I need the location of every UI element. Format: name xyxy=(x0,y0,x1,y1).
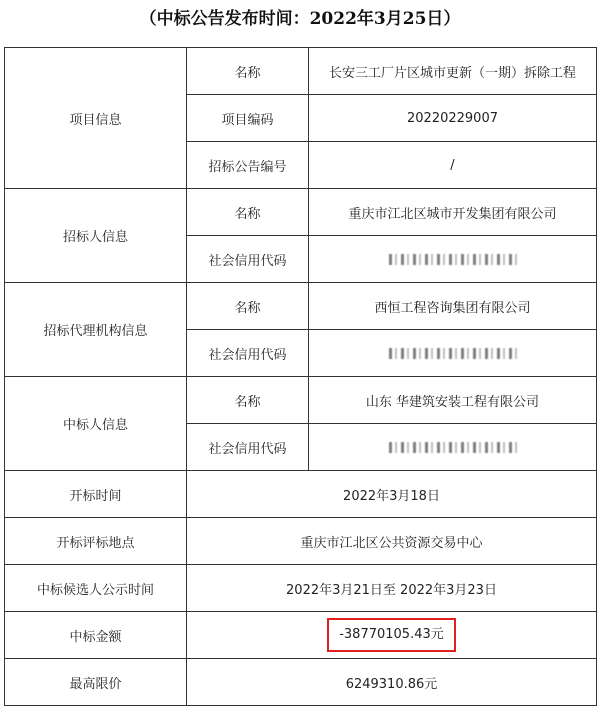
table-row xyxy=(5,612,597,659)
publicity-label: 中标候选人公示时间 xyxy=(5,565,187,612)
max-price-label: 最高限价 xyxy=(5,659,187,706)
agency-info-group-label: 招标代理机构信息 xyxy=(5,283,187,377)
table-row xyxy=(5,471,597,518)
agency-name-label: 名称 xyxy=(187,283,309,330)
max-price-value: 6249310.86元 xyxy=(187,659,597,706)
open-time-label: 开标时间 xyxy=(5,471,187,518)
tenderer-credit-label: 社会信用代码 xyxy=(187,236,309,283)
project-info-group-label: 项目信息 xyxy=(5,48,187,189)
notice-number-label: 招标公告编号 xyxy=(187,142,309,189)
publicity-value: 2022年3月21日至 2022年3月23日 xyxy=(187,565,597,612)
amount-cell xyxy=(187,612,597,659)
amount-value: -38770105.43元 xyxy=(327,618,456,652)
table-row xyxy=(5,377,597,424)
project-name-label: 名称 xyxy=(187,48,309,95)
winner-info-group-label: 中标人信息 xyxy=(5,377,187,471)
notice-title: （中标公告发布时间：2022年3月25日） xyxy=(139,9,461,29)
tenderer-info-group-label: 招标人信息 xyxy=(5,189,187,283)
winner-credit-value xyxy=(309,424,597,471)
project-code-label: 项目编码 xyxy=(187,95,309,142)
redacted-credit-code xyxy=(389,254,517,265)
winner-credit-label: 社会信用代码 xyxy=(187,424,309,471)
table-row xyxy=(5,189,597,236)
project-name-value: 长安三工厂片区城市更新（一期）拆除工程 xyxy=(309,48,597,95)
open-time-value: 2022年3月18日 xyxy=(187,471,597,518)
redacted-credit-code xyxy=(389,442,517,453)
tenderer-credit-value xyxy=(309,236,597,283)
location-value: 重庆市江北区公共资源交易中心 xyxy=(187,518,597,565)
notice-number-value: / xyxy=(309,142,597,189)
winner-name-value: 山东 华建筑安装工程有限公司 xyxy=(309,377,597,424)
tenderer-name-label: 名称 xyxy=(187,189,309,236)
table-row xyxy=(5,518,597,565)
tenderer-name-value: 重庆市江北区城市开发集团有限公司 xyxy=(309,189,597,236)
award-info-table xyxy=(4,47,597,706)
agency-name-value: 西恒工程咨询集团有限公司 xyxy=(309,283,597,330)
amount-label: 中标金额 xyxy=(5,612,187,659)
table-row xyxy=(5,565,597,612)
project-code-value: 20220229007 xyxy=(309,95,597,142)
table-row xyxy=(5,48,597,95)
agency-credit-label: 社会信用代码 xyxy=(187,330,309,377)
table-row xyxy=(5,659,597,706)
location-label: 开标评标地点 xyxy=(5,518,187,565)
winner-name-label: 名称 xyxy=(187,377,309,424)
agency-credit-value xyxy=(309,330,597,377)
redacted-credit-code xyxy=(389,348,517,359)
table-row xyxy=(5,283,597,330)
